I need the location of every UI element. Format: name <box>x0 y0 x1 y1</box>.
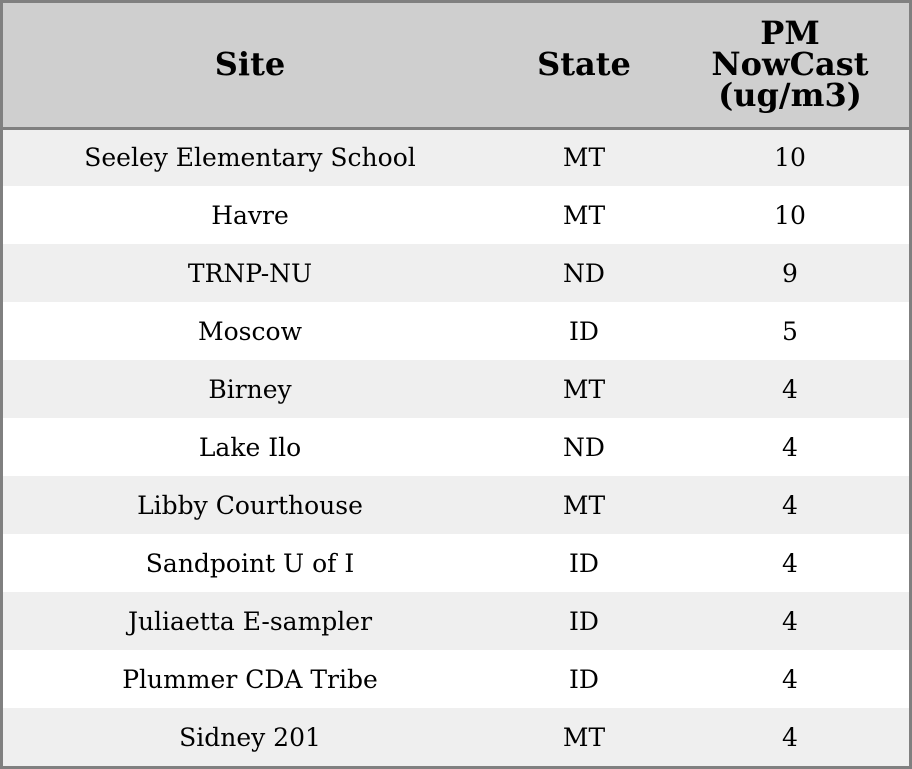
pm-header-line-2: NowCast <box>711 45 869 84</box>
header-row <box>3 3 909 128</box>
table-body <box>3 128 909 766</box>
site-cell: Sidney 201 <box>179 722 321 752</box>
pm-value-cell: 9 <box>782 258 798 288</box>
column-header-state: State <box>537 45 631 84</box>
state-cell: MT <box>562 200 606 230</box>
state-cell: ID <box>569 606 599 636</box>
air-quality-table <box>3 3 909 766</box>
table-header <box>3 3 909 128</box>
table-row <box>3 534 909 592</box>
state-cell: ND <box>563 432 605 462</box>
site-cell: Sandpoint U of I <box>145 548 355 578</box>
table-row <box>3 592 909 650</box>
site-cell: Moscow <box>198 316 302 346</box>
state-cell: ID <box>569 548 599 578</box>
table-row <box>3 476 909 534</box>
pm-header-line-3: (ug/m3) <box>718 76 862 115</box>
table-row <box>3 186 909 244</box>
pm-value-cell: 4 <box>782 374 798 404</box>
site-cell: Seeley Elementary School <box>84 143 416 173</box>
table-row <box>3 244 909 302</box>
site-cell: TRNP-NU <box>187 258 313 288</box>
state-cell: ND <box>563 258 605 288</box>
site-cell: Libby Courthouse <box>137 490 363 520</box>
state-cell: MT <box>562 143 606 173</box>
state-cell: MT <box>562 490 606 520</box>
pm-value-cell: 4 <box>782 432 798 462</box>
state-cell: ID <box>569 316 599 346</box>
state-cell: MT <box>562 374 606 404</box>
site-cell: Lake Ilo <box>198 432 302 462</box>
pm-value-cell: 4 <box>782 548 798 578</box>
pm-value-cell: 5 <box>782 316 798 346</box>
pm-value-cell: 4 <box>782 490 798 520</box>
table-row <box>3 128 909 186</box>
pm-value-cell: 4 <box>782 722 798 752</box>
column-header-site: Site <box>214 45 286 84</box>
site-cell: Juliaetta E-sampler <box>127 606 373 636</box>
table-row <box>3 302 909 360</box>
site-cell: Birney <box>208 374 292 404</box>
site-cell: Plummer CDA Tribe <box>122 664 378 694</box>
table-row <box>3 650 909 708</box>
table-row <box>3 418 909 476</box>
site-cell: Havre <box>211 200 289 230</box>
table-row <box>3 708 909 766</box>
pm-value-cell: 4 <box>782 606 798 636</box>
pm-value-cell: 10 <box>774 143 806 173</box>
column-header-pm-nowcast <box>671 3 909 128</box>
state-cell: MT <box>562 722 606 752</box>
table-row <box>3 360 909 418</box>
state-cell: ID <box>569 664 599 694</box>
pm-value-cell: 4 <box>782 664 798 694</box>
pm-header-line-1: PM <box>760 14 820 53</box>
pm-value-cell: 10 <box>774 200 806 230</box>
